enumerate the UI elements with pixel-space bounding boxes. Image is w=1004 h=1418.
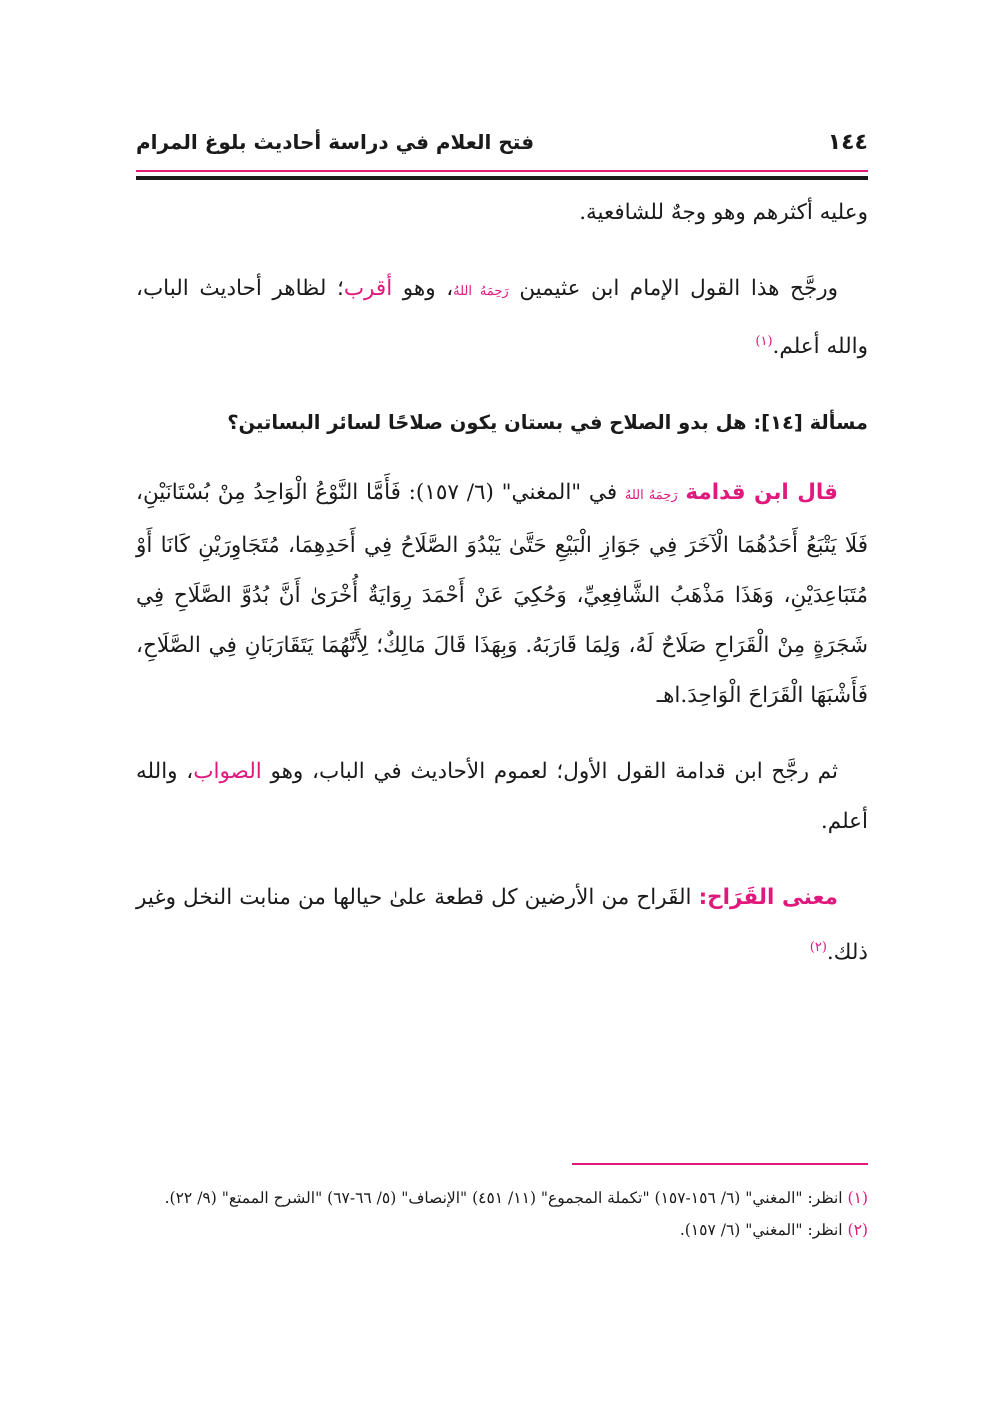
footnote-1-number: (١) bbox=[847, 1189, 868, 1207]
paragraph-4-text-b: ، والله أعلم. bbox=[136, 759, 868, 835]
paragraph-2-text-a: ورجَّح هذا القول الإمام ابن عثيمين bbox=[519, 276, 838, 301]
footnote-ref-2[interactable]: (٢) bbox=[809, 940, 827, 956]
question-heading bbox=[136, 398, 868, 448]
question-text: هل بدو الصلاح في بستان يكون صلاحًا لسائر البساتين؟ bbox=[227, 411, 747, 435]
quote-reference: في "المغني" (٦/ ١٥٧): bbox=[408, 480, 618, 506]
footnote-1 bbox=[136, 1182, 868, 1214]
paragraph-2 bbox=[136, 264, 868, 372]
footnote-2-text: انظر: "المغني" (٦/ ١٥٧). bbox=[679, 1221, 843, 1239]
quote-paragraph bbox=[136, 468, 868, 721]
quote-honorific: رَحِمَهُ اللهُ bbox=[624, 488, 678, 504]
footnote-1-text: انظر: "المغني" (٦/ ١٥٦-١٥٧) "تكملة المجموع" (١١/ ٤٥١) "الإنصاف" (٥/ ٦٦-٦٧) "الشرح الممتع" (٩/ ٢٢). bbox=[164, 1189, 843, 1207]
paragraph-2-text-b: ، وهو bbox=[402, 276, 454, 301]
header-rule-thin bbox=[136, 170, 868, 172]
meaning-paragraph bbox=[136, 873, 868, 978]
header-rule-thick bbox=[136, 176, 868, 180]
footnote-2 bbox=[136, 1214, 868, 1246]
quote-speaker: قال ابن قدامة bbox=[685, 480, 838, 506]
main-text bbox=[136, 188, 868, 978]
meaning-text: القَراح من الأرضين كل قطعة علىٰ حيالها من منابت النخل وغير ذلك. bbox=[136, 885, 868, 966]
page bbox=[136, 0, 868, 1418]
book-title: فتح العلام في دراسة أحاديث بلوغ المرام bbox=[136, 130, 535, 154]
footnote-2-number: (٢) bbox=[847, 1221, 868, 1239]
question-label: مسألة [١٤]: bbox=[753, 411, 868, 435]
paragraph-4-text-a: ثم رجَّح ابن قدامة القول الأول؛ لعموم الأحاديث في الباب، وهو bbox=[270, 759, 839, 785]
running-header bbox=[136, 128, 868, 168]
paragraph-1 bbox=[136, 188, 868, 238]
quote-text: فَأَمَّا النَّوْعُ الْوَاحِدُ مِنْ بُسْتَانَيْنِ، فَلَا يَتْبَعُ أَحَدُهُمَا الْآخَرَ فِي جَوَازِ الْبَيْعِ حَتَّىٰ يَبْدُوَ الصَّلَاحُ فِي أَحَدِهِمَا، مُتَجَاوِرَيْنِ كَانَا أَوْ مُتَبَاعِدَيْنِ، وَهَذَا مَذْهَبُ الشَّافِعِيِّ، وَحُكِيَ عَنْ أَحْمَدَ رِوَايَةٌ أُخْرَىٰ أَنَّ بُدُوَّ الصَّلَاحِ فِي شَجَرَةٍ مِنْ الْقَرَاحِ صَلَاحٌ لَهُ، وَلِمَا قَارَبَهُ. وَبِهَذَا قَالَ مَالِكٌ؛ لِأَنَّهُمَا يَتَقَارَبَانِ فِي الصَّلَاحِ، فَأَشْبَهَا الْقَرَاحَ الْوَاحِدَ.اهـ bbox=[136, 480, 868, 709]
highlight-sawab: الصواب bbox=[193, 759, 262, 785]
page-number: ١٤٤ bbox=[827, 130, 868, 155]
footnotes bbox=[136, 1182, 868, 1246]
paragraph-2-text-c: ؛ لظاهر أحاديث الباب، والله أعلم. bbox=[136, 276, 868, 360]
highlight-aqrab: أقرب bbox=[343, 276, 393, 301]
paragraph-1-text: وعليه أكثرهم وهو وجهٌ للشافعية. bbox=[579, 200, 868, 225]
footnote-separator bbox=[572, 1163, 868, 1165]
footnote-ref-1[interactable]: (١) bbox=[755, 334, 773, 349]
honorific: رَحِمَهُ اللهُ bbox=[453, 284, 509, 299]
meaning-label: معنى القَرَاح: bbox=[698, 885, 838, 911]
paragraph-4 bbox=[136, 747, 868, 847]
